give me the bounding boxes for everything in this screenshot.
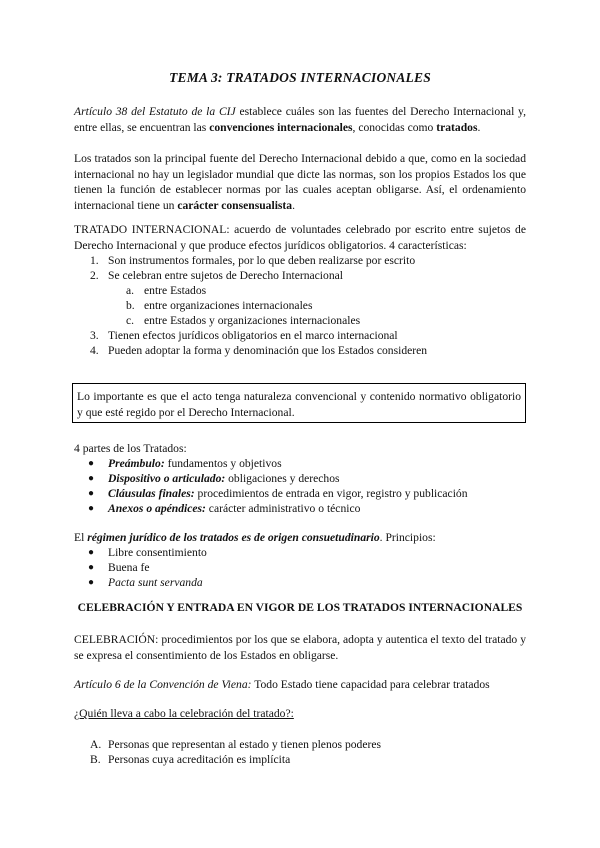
important-note-box: Lo importante es que el acto tenga naturaleza convencional y contenido normativo obligatorio y que esté regido por el Derecho Internacional. (72, 383, 526, 423)
characteristic-number: 1. (90, 254, 99, 267)
part-text: carácter administrativo o técnico (205, 502, 361, 515)
sources-paragraph (74, 151, 526, 213)
question-text: ¿Quién lleva a cabo la celebración del tratado?: (74, 707, 294, 720)
answer-letter: B. (90, 753, 101, 766)
subject-letter: a. (126, 284, 135, 297)
parts-intro: 4 partes de los Tratados: (74, 442, 187, 455)
part-text: obligaciones y derechos (225, 472, 340, 485)
characteristic-item: Pueden adoptar la forma y denominación que los Estados consideren (108, 344, 428, 357)
principle-item: Buena fe (108, 561, 150, 574)
subject-letter: c. (126, 314, 135, 327)
part-item (108, 471, 340, 486)
bullet-icon: ● (88, 577, 95, 588)
consensual-bold: carácter consensualista (177, 198, 293, 212)
sources-end: . (292, 198, 295, 212)
answer-item: Personas que representan al estado y tienen plenos poderes (108, 738, 382, 751)
answer-letter: A. (90, 738, 102, 751)
celebration-definition: CELEBRACIÓN: procedimientos por los que se elabora, adopta y autentica el texto del tratado y se expresa el consentimiento de los Estados en obligarse. (74, 633, 526, 662)
part-label: Cláusulas finales: (108, 487, 195, 500)
subject-item: entre Estados y organizaciones internacionales (144, 314, 361, 327)
characteristic-item: Tienen efectos jurídicos obligatorios en el marco internacional (108, 329, 398, 342)
question-heading (74, 706, 294, 721)
intro-text-2: , conocidas como (352, 120, 437, 134)
bullet-icon: ● (88, 562, 95, 573)
part-text: procedimientos de entrada en vigor, registro y publicación (194, 487, 468, 500)
part-item (108, 486, 468, 501)
part-item (108, 501, 360, 516)
intro-paragraph (74, 104, 526, 135)
intro-bold-2: tratados (436, 120, 478, 134)
art6-ref: Artículo 6 de la Convención de Viena: (74, 678, 252, 691)
sources-text: Los tratados son la principal fuente del Derecho Internacional debido a que, como en la sociedad internacional no hay un legislador mundial que dicte las normas, son los propios Estados los que tienen la función de establecer normas por las cuales aceptan obligarse. Así, el ordenamiento internacional tiene un (74, 152, 526, 212)
part-label: Dispositivo o articulado: (108, 472, 226, 485)
intro-text-1: establece cuáles son las fuentes del Derecho Internacional y, entre ellas, se encuentran las (74, 105, 526, 134)
bullet-icon: ● (88, 458, 95, 469)
characteristic-number: 3. (90, 329, 99, 342)
answer-item: Personas cuya acreditación es implícita (108, 753, 291, 766)
part-label: Preámbulo: (108, 457, 165, 470)
intro-bold-1: convenciones internacionales (209, 120, 353, 134)
part-text: fundamentos y objetivos (164, 457, 282, 470)
part-label: Anexos o apéndices: (108, 502, 206, 515)
characteristic-number: 4. (90, 344, 99, 357)
regime-bold: régimen jurídico de los tratados es de origen consuetudinario (87, 531, 380, 544)
regime-line (74, 530, 436, 545)
characteristic-item: Se celebran entre sujetos de Derecho Internacional (108, 269, 343, 282)
subject-item: entre organizaciones internacionales (144, 299, 313, 312)
regime-pre: El (74, 531, 88, 544)
regime-post: . Principios: (379, 531, 436, 544)
subject-item: entre Estados (144, 284, 207, 297)
part-item (108, 456, 282, 471)
page-title: TEMA 3: TRATADOS INTERNACIONALES (169, 70, 431, 85)
characteristic-number: 2. (90, 269, 99, 282)
bullet-icon: ● (88, 488, 95, 499)
bullet-icon: ● (88, 503, 95, 514)
intro-text-3: . (477, 120, 481, 134)
characteristic-item: Son instrumentos formales, por lo que deben realizarse por escrito (108, 254, 416, 267)
bullet-icon: ● (88, 473, 95, 484)
section-title: CELEBRACIÓN Y ENTRADA EN VIGOR DE LOS TRATADOS INTERNACIONALES (77, 601, 523, 614)
treaty-definition: TRATADO INTERNACIONAL: acuerdo de voluntades celebrado por escrito entre sujetos de Derecho Internacional y que produce efectos jurídicos obligatorios. 4 características: (74, 223, 526, 252)
subject-letter: b. (126, 299, 135, 312)
cij-statute-ref: Artículo 38 del Estatuto de la CIJ (74, 105, 236, 118)
principle-item: Libre consentimiento (108, 546, 207, 559)
art6-text: Todo Estado tiene capacidad para celebrar tratados (251, 678, 490, 691)
art6-line (74, 677, 490, 692)
bullet-icon: ● (88, 547, 95, 558)
principle-item: Pacta sunt servanda (108, 576, 203, 589)
